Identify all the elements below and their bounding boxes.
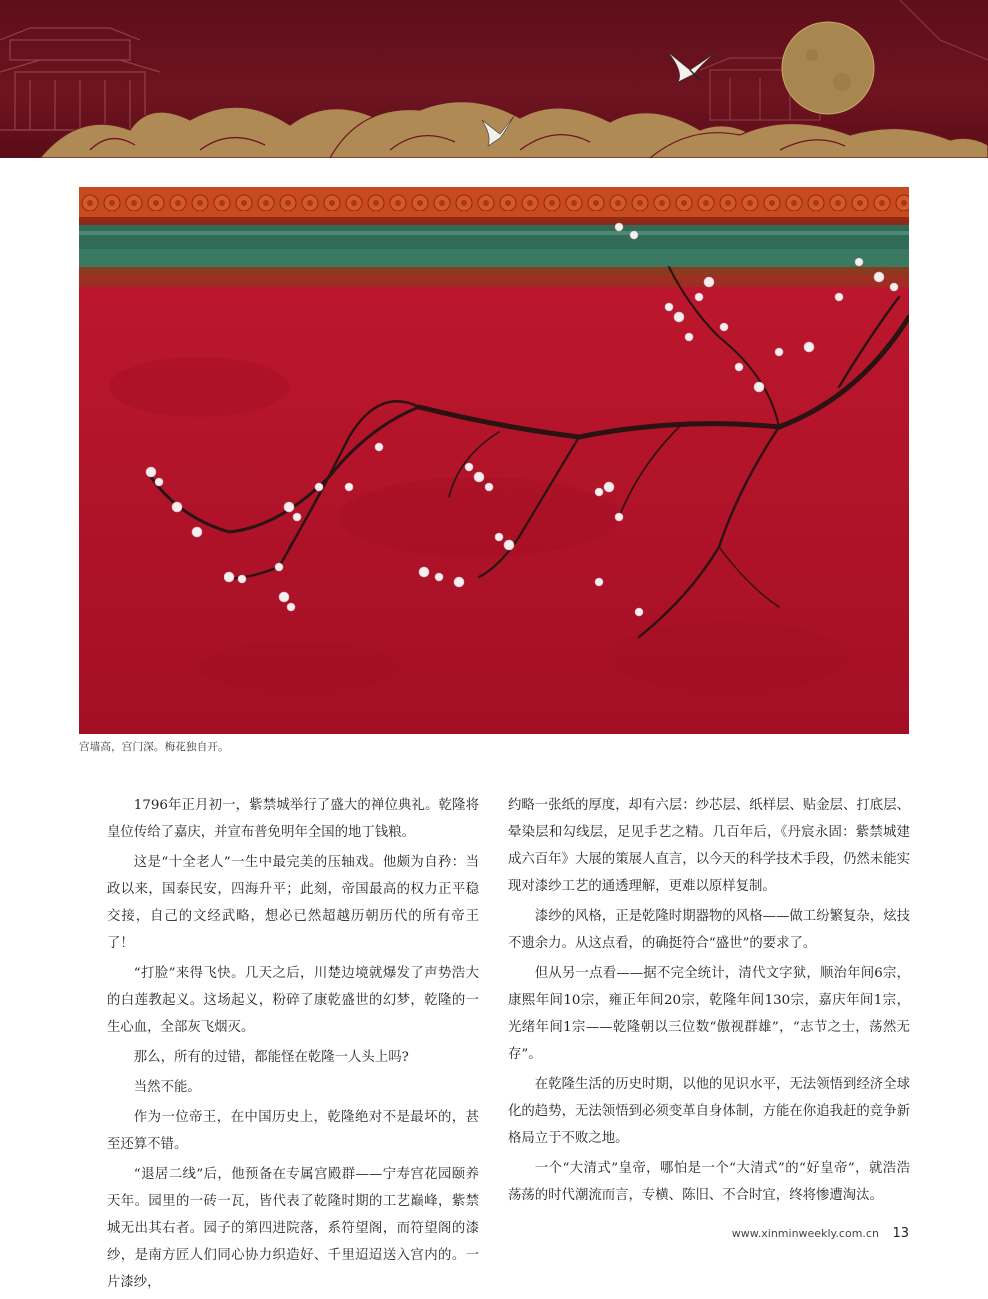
- website-url[interactable]: www.xinminweekly.com.cn: [731, 1227, 879, 1240]
- paragraph: 那么，所有的过错，都能怪在乾隆一人头上吗?: [133, 1050, 409, 1065]
- paragraph: 当然不能。: [133, 1080, 201, 1095]
- paragraph: 一个“大清式”皇帝，哪怕是一个“大清式”的“好皇帝”，就浩浩荡荡的时代潮流而言，专横、陈旧、不合时宜，终将惨遭淘汰。: [508, 1161, 910, 1203]
- article-left-column: [107, 792, 479, 1299]
- paragraph: “打脸”来得飞快。几天之后，川楚边境就爆发了声势浩大的白莲教起义。这场起义，粉碎了康乾盛世的幻梦，乾隆的一生心血，全部灰飞烟灭。: [107, 966, 479, 1035]
- paragraph: 约略一张纸的厚度，却有六层：纱芯层、纸样层、贴金层、打底层、晕染层和勾线层，足见手艺之精。几百年后，《丹宸永固：紫禁城建成六百年》大展的策展人直言，以今天的科学技术手段，仍然未能实现对漆纱工艺的通透理解，更难以原样复制。: [508, 798, 910, 894]
- paragraph: “退居二线”后，他预备在专属宫殿群——宁寿宫花园颐养天年。园里的一砖一瓦，皆代表了乾隆时期的工艺巅峰，紫禁城无出其右者。园子的第四进院落，系符望阁，而符望阁的漆纱，是南方匠人们同心协力织造好、千里迢迢送入宫内的。一片漆纱，: [107, 1167, 479, 1290]
- banner-illustration: [0, 0, 988, 158]
- moon-illustration: [782, 22, 874, 114]
- paragraph: 漆纱的风格，正是乾隆时期器物的风格——做工纷繁复杂，炫技不遗余力。从这点看，的确挺符合“盛世”的要求了。: [508, 909, 910, 951]
- article-right-column: [508, 792, 910, 1212]
- page-number: 13: [892, 1226, 909, 1241]
- photo-illustration: [79, 187, 909, 734]
- photo-caption: 宫墙高，宫门深。梅花独自开。: [79, 741, 229, 753]
- paragraph: 但从另一点看——据不完全统计，清代文字狱，顺治年间6宗，康熙年间10宗，雍正年间20宗，乾隆年间130宗，嘉庆年间1宗，光绪年间1宗——乾隆朝以三位数“傲视群雄”，“志节之士，荡然无存”。: [508, 966, 910, 1062]
- paragraph: 这是“十全老人”一生中最完美的压轴戏。他颇为自矜：当政以来，国泰民安，四海升平；此刻，帝国最高的权力正平稳交接，自己的文经武略，想必已然超越历朝历代的所有帝王了！: [107, 855, 479, 951]
- paragraph: 1796年正月初一，紫禁城举行了盛大的禅位典礼。乾隆将皇位传给了嘉庆，并宣布普免明年全国的地丁钱粮。: [107, 798, 479, 840]
- header-banner: [0, 0, 988, 158]
- plum-blossom-photo: [79, 187, 909, 734]
- paragraph: 在乾隆生活的历史时期，以他的见识水平，无法领悟到经济全球化的趋势，无法领悟到必须变革自身体制，方能在你追我赶的竞争新格局立于不败之地。: [508, 1077, 910, 1146]
- paragraph: 作为一位帝王，在中国历史上，乾隆绝对不是最坏的，甚至还算不错。: [107, 1110, 479, 1152]
- page-footer: [732, 1226, 909, 1241]
